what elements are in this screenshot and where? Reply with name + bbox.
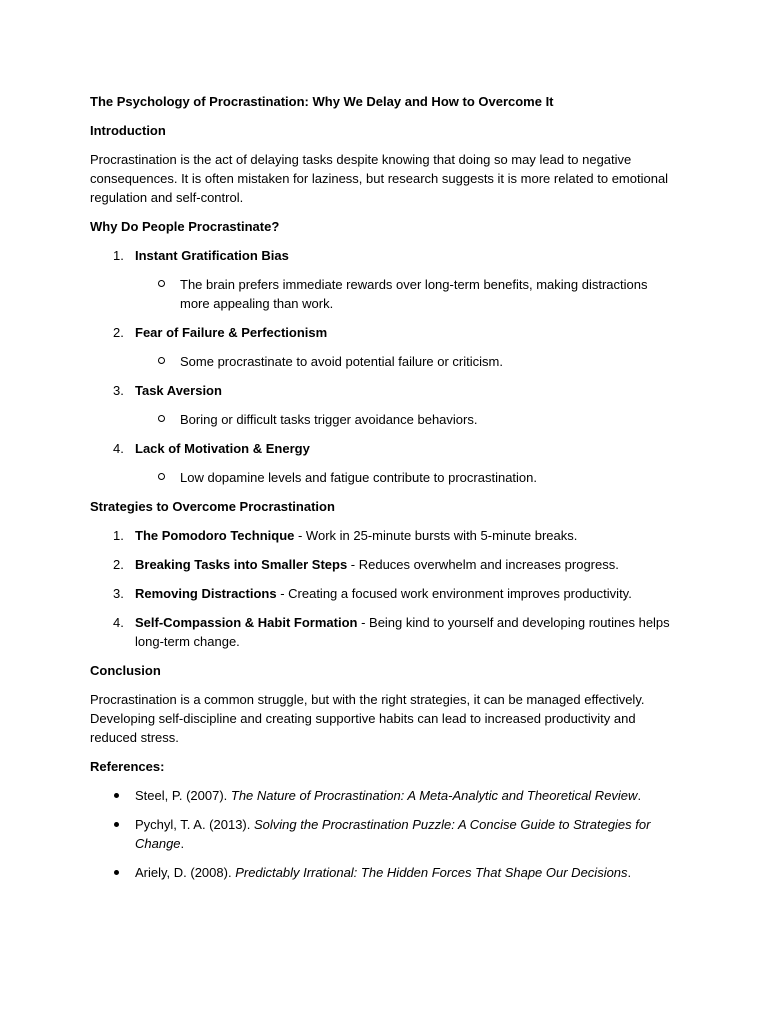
why-item-detail	[135, 468, 670, 487]
list-number: 3.	[113, 383, 124, 398]
hollow-bullet-icon	[158, 473, 165, 480]
list-number: 1.	[113, 528, 124, 543]
why-item-detail-text: Boring or difficult tasks trigger avoidance behaviors.	[180, 412, 478, 427]
list-number: 2.	[113, 557, 124, 572]
strategies-list	[90, 526, 670, 651]
list-number: 4.	[113, 441, 124, 456]
reference-author: Steel, P. (2007).	[135, 788, 231, 803]
reference-author: Ariely, D. (2008).	[135, 865, 236, 880]
why-item-detail-text: Low dopamine levels and fatigue contribute to procrastination.	[180, 470, 537, 485]
why-sublist	[135, 275, 670, 313]
strategy-title: Self-Compassion & Habit Formation	[135, 615, 358, 630]
why-sublist	[135, 352, 670, 371]
why-item-detail	[135, 410, 670, 429]
why-item	[90, 439, 670, 487]
why-item-detail	[135, 352, 670, 371]
conclusion-text: Procrastination is a common struggle, but with the right strategies, it can be managed effectively. Developing self-discipline and creating supportive habits can lead to increased productivity and reduced stress.	[90, 692, 645, 745]
why-item-detail-text: The brain prefers immediate rewards over long-term benefits, making distractions more appealing than work.	[180, 277, 648, 311]
why-item-title: Lack of Motivation & Energy	[135, 441, 310, 456]
strategy-item	[90, 526, 670, 545]
reference-end: .	[180, 836, 185, 851]
why-sublist	[135, 468, 670, 487]
strategy-item	[90, 584, 670, 603]
bullet-icon	[114, 793, 119, 798]
reference-author: Pychyl, T. A. (2013).	[135, 817, 254, 832]
reference-end: .	[637, 788, 642, 803]
strategy-item	[90, 555, 670, 574]
strategy-item	[90, 613, 670, 651]
references-list	[90, 786, 670, 882]
bullet-icon	[114, 822, 119, 827]
why-heading: Why Do People Procrastinate?	[90, 219, 280, 234]
reference-item	[90, 863, 670, 882]
list-number: 2.	[113, 325, 124, 340]
strategy-text: - Being kind to yourself and developing routines helps long-term change.	[135, 615, 670, 649]
why-item	[90, 381, 670, 429]
strategy-text: - Work in 25-minute bursts with 5-minute breaks.	[294, 528, 578, 543]
hollow-bullet-icon	[158, 280, 165, 287]
why-sublist	[135, 410, 670, 429]
reference-item	[90, 786, 670, 805]
list-number: 1.	[113, 248, 124, 263]
hollow-bullet-icon	[158, 415, 165, 422]
why-list	[90, 246, 670, 487]
why-item-title: Fear of Failure & Perfectionism	[135, 325, 328, 340]
strategy-text: - Creating a focused work environment improves productivity.	[276, 586, 632, 601]
list-number: 3.	[113, 586, 124, 601]
references-heading: References:	[90, 759, 165, 774]
why-item-title: Instant Gratification Bias	[135, 248, 289, 263]
why-item-detail	[135, 275, 670, 313]
introduction-text: Procrastination is the act of delaying tasks despite knowing that doing so may lead to negative consequences. It is often mistaken for laziness, but research suggests it is more related to emotional regulation and self-control.	[90, 152, 669, 205]
strategy-title: Removing Distractions	[135, 586, 277, 601]
why-item-title: Task Aversion	[135, 383, 222, 398]
reference-work: Solving the Procrastination Puzzle: A Concise Guide to Strategies for Change	[135, 817, 651, 851]
strategy-title: Breaking Tasks into Smaller Steps	[135, 557, 348, 572]
document-title: The Psychology of Procrastination: Why We Delay and How to Overcome It	[90, 94, 554, 109]
strategy-title: The Pomodoro Technique	[135, 528, 295, 543]
hollow-bullet-icon	[158, 357, 165, 364]
document-page	[90, 92, 670, 892]
why-item	[90, 323, 670, 371]
bullet-icon	[114, 870, 119, 875]
strategy-text: - Reduces overwhelm and increases progress.	[347, 557, 619, 572]
reference-end: .	[627, 865, 632, 880]
why-item	[90, 246, 670, 313]
why-item-detail-text: Some procrastinate to avoid potential failure or criticism.	[180, 354, 503, 369]
reference-item	[90, 815, 670, 853]
strategies-heading: Strategies to Overcome Procrastination	[90, 499, 335, 514]
list-number: 4.	[113, 615, 124, 630]
introduction-heading: Introduction	[90, 123, 166, 138]
reference-work: The Nature of Procrastination: A Meta-Analytic and Theoretical Review	[230, 788, 638, 803]
reference-work: Predictably Irrational: The Hidden Forces That Shape Our Decisions	[235, 865, 628, 880]
conclusion-heading: Conclusion	[90, 663, 161, 678]
